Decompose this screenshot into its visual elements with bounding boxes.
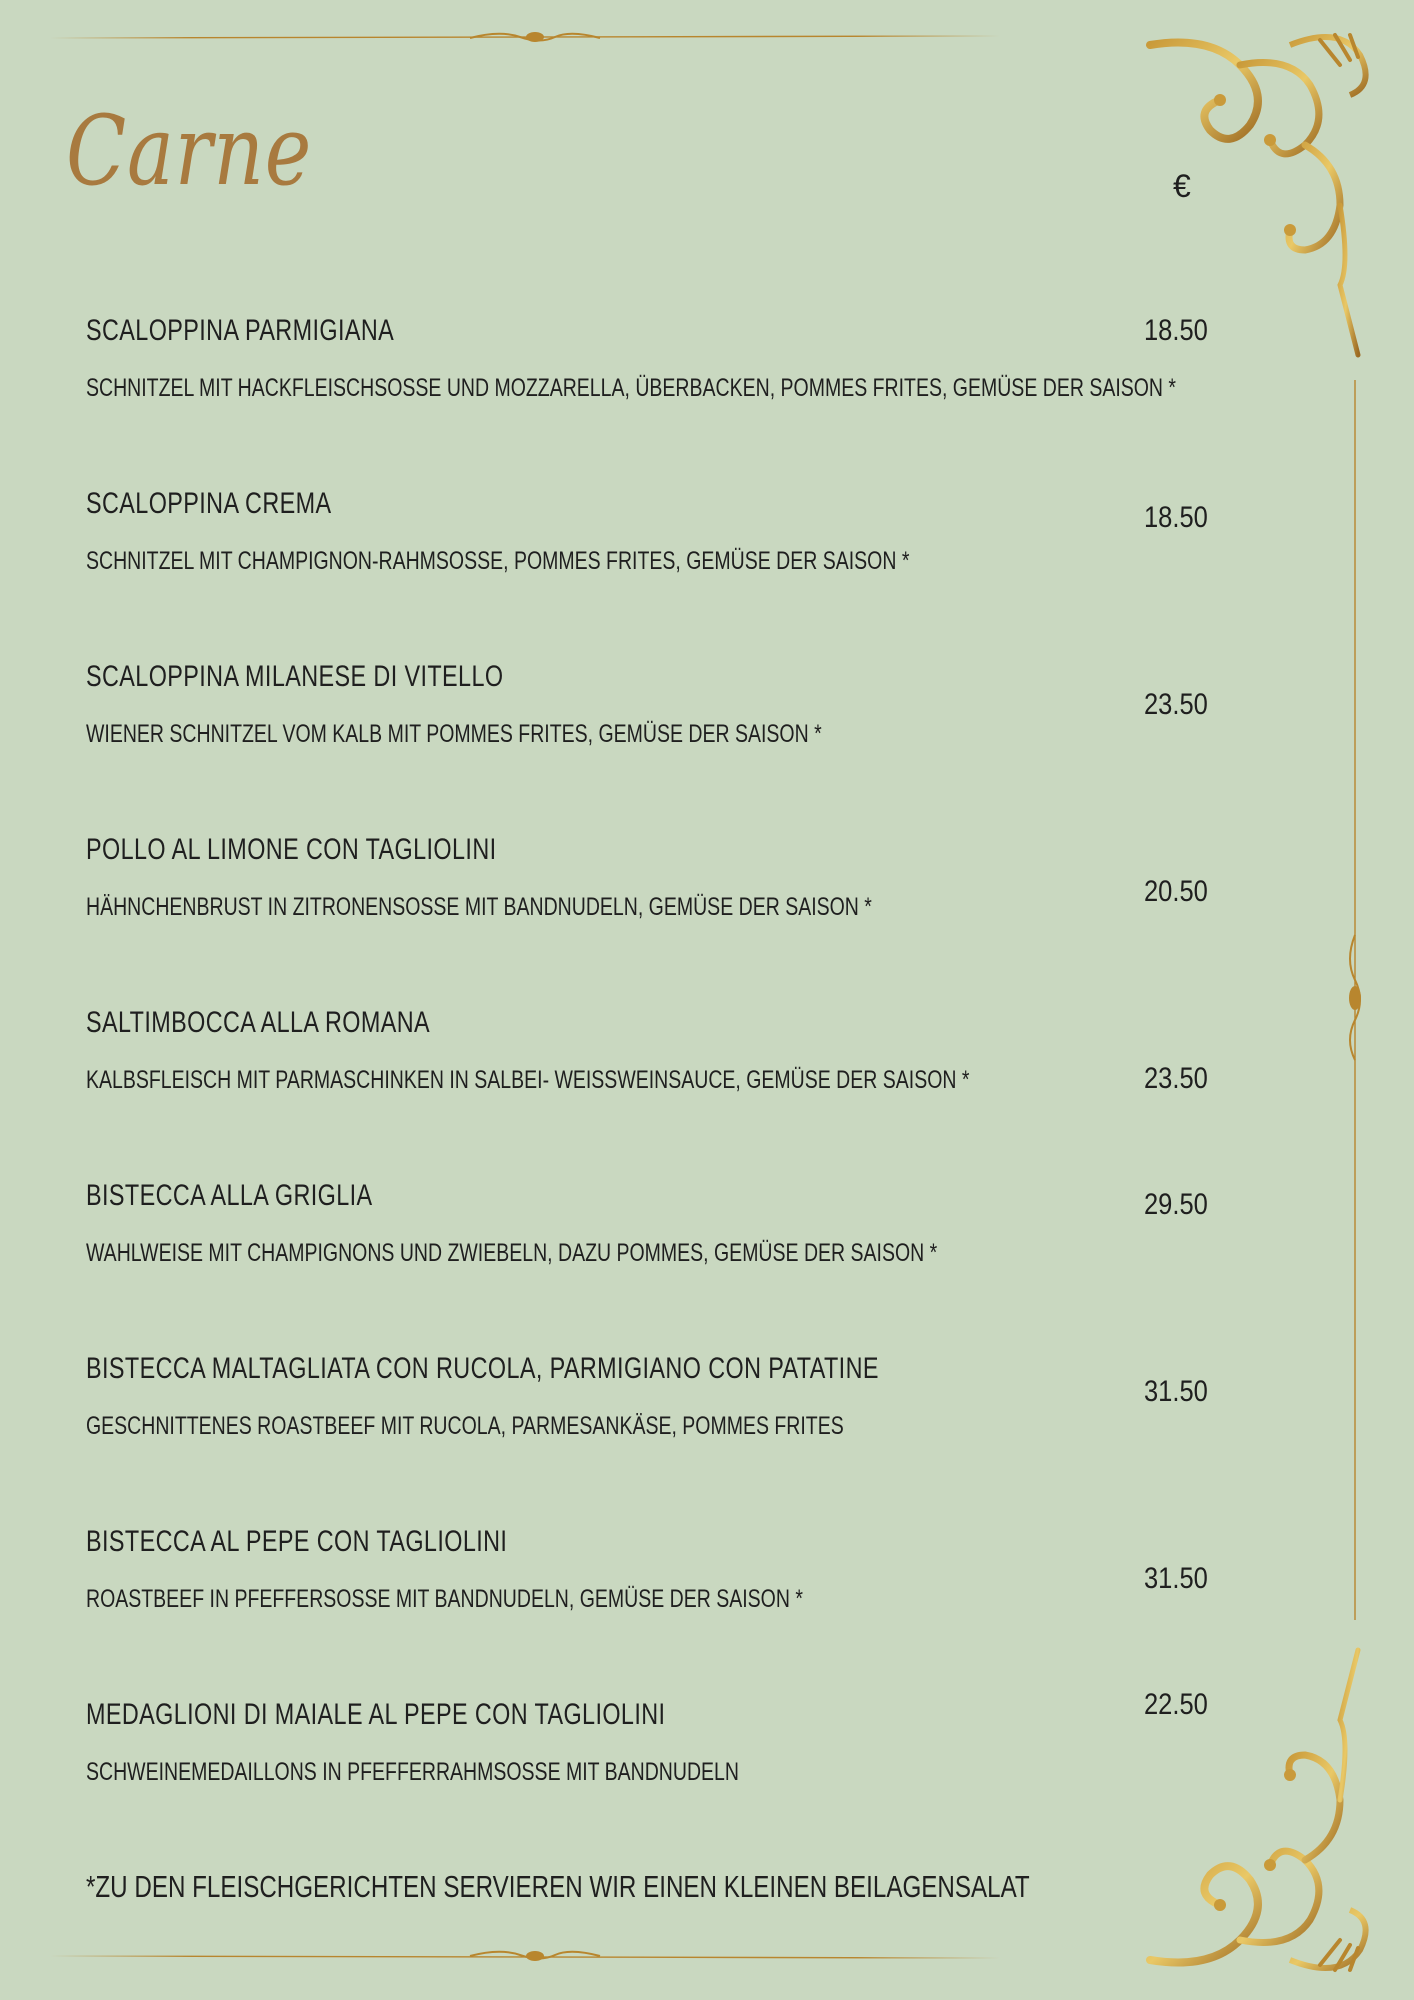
page-title: Carne	[66, 95, 313, 207]
menu-item-price: 18.50	[1144, 314, 1208, 347]
menu-item-price: 23.50	[1144, 688, 1208, 721]
menu-item-name: MEDAGLIONI DI MAIALE AL PEPE CON TAGLIOLINI	[86, 1698, 666, 1731]
menu-item-name: SCALOPPINA MILANESE DI VITELLO	[86, 660, 504, 693]
bottom-divider-ornament	[50, 1946, 1000, 1966]
bottom-right-corner-ornament	[1040, 1640, 1380, 1980]
menu-item-description: SCHNITZEL MIT CHAMPIGNON-RAHMSOSSE, POMMES FRITES, GEMÜSE DER SAISON *	[86, 547, 910, 575]
menu-item-name: SCALOPPINA CREMA	[86, 487, 332, 520]
menu-item-price: 29.50	[1144, 1188, 1208, 1221]
menu-item-price: 31.50	[1144, 1375, 1208, 1408]
menu-item-description: WAHLWEISE MIT CHAMPIGNONS UND ZWIEBELN, DAZU POMMES, GEMÜSE DER SAISON *	[86, 1239, 938, 1267]
menu-item-name: SALTIMBOCCA ALLA ROMANA	[86, 1006, 431, 1039]
menu-item-description: SCHWEINEMEDAILLONS IN PFEFFERRAHMSOSSE MIT BANDNUDELN	[86, 1758, 739, 1786]
footnote: *ZU DEN FLEISCHGERICHTEN SERVIEREN WIR EINEN KLEINEN BEILAGENSALAT	[86, 1869, 1030, 1904]
menu-item-description: KALBSFLEISCH MIT PARMASCHINKEN IN SALBEI- WEISSWEINSAUCE, GEMÜSE DER SAISON *	[86, 1066, 970, 1094]
menu-item-description: HÄHNCHENBRUST IN ZITRONENSOSSE MIT BANDNUDELN, GEMÜSE DER SAISON *	[86, 893, 872, 921]
menu-item-name: BISTECCA AL PEPE CON TAGLIOLINI	[86, 1525, 508, 1558]
menu-item-name: BISTECCA ALLA GRIGLIA	[86, 1179, 373, 1212]
menu-item-price: 31.50	[1144, 1562, 1208, 1595]
menu-item-description: ROASTBEEF IN PFEFFERSOSSE MIT BANDNUDELN, GEMÜSE DER SAISON *	[86, 1585, 803, 1613]
menu-item-name: BISTECCA MALTAGLIATA CON RUCOLA, PARMIGIANO CON PATATINE	[86, 1352, 879, 1385]
menu-item-price: 20.50	[1144, 875, 1208, 908]
menu-item-price: 18.50	[1144, 501, 1208, 534]
menu-item-name: POLLO AL LIMONE CON TAGLIOLINI	[86, 833, 497, 866]
top-right-corner-ornament	[1040, 25, 1380, 365]
menu-item-description: SCHNITZEL MIT HACKFLEISCHSOSSE UND MOZZARELLA, ÜBERBACKEN, POMMES FRITES, GEMÜSE DER SAISON *	[86, 374, 1177, 402]
menu-item-price: 23.50	[1144, 1062, 1208, 1095]
right-border-ornament	[1340, 380, 1370, 1620]
menu-item-description: GESCHNITTENES ROASTBEEF MIT RUCOLA, PARMESANKÄSE, POMMES FRITES	[86, 1412, 844, 1440]
menu-item-description: WIENER SCHNITZEL VOM KALB MIT POMMES FRITES, GEMÜSE DER SAISON *	[86, 720, 822, 748]
top-divider-ornament	[50, 28, 1000, 48]
menu-item-name: SCALOPPINA PARMIGIANA	[86, 314, 395, 347]
menu-item-price: 22.50	[1144, 1688, 1208, 1721]
currency-label: €	[1173, 168, 1191, 204]
